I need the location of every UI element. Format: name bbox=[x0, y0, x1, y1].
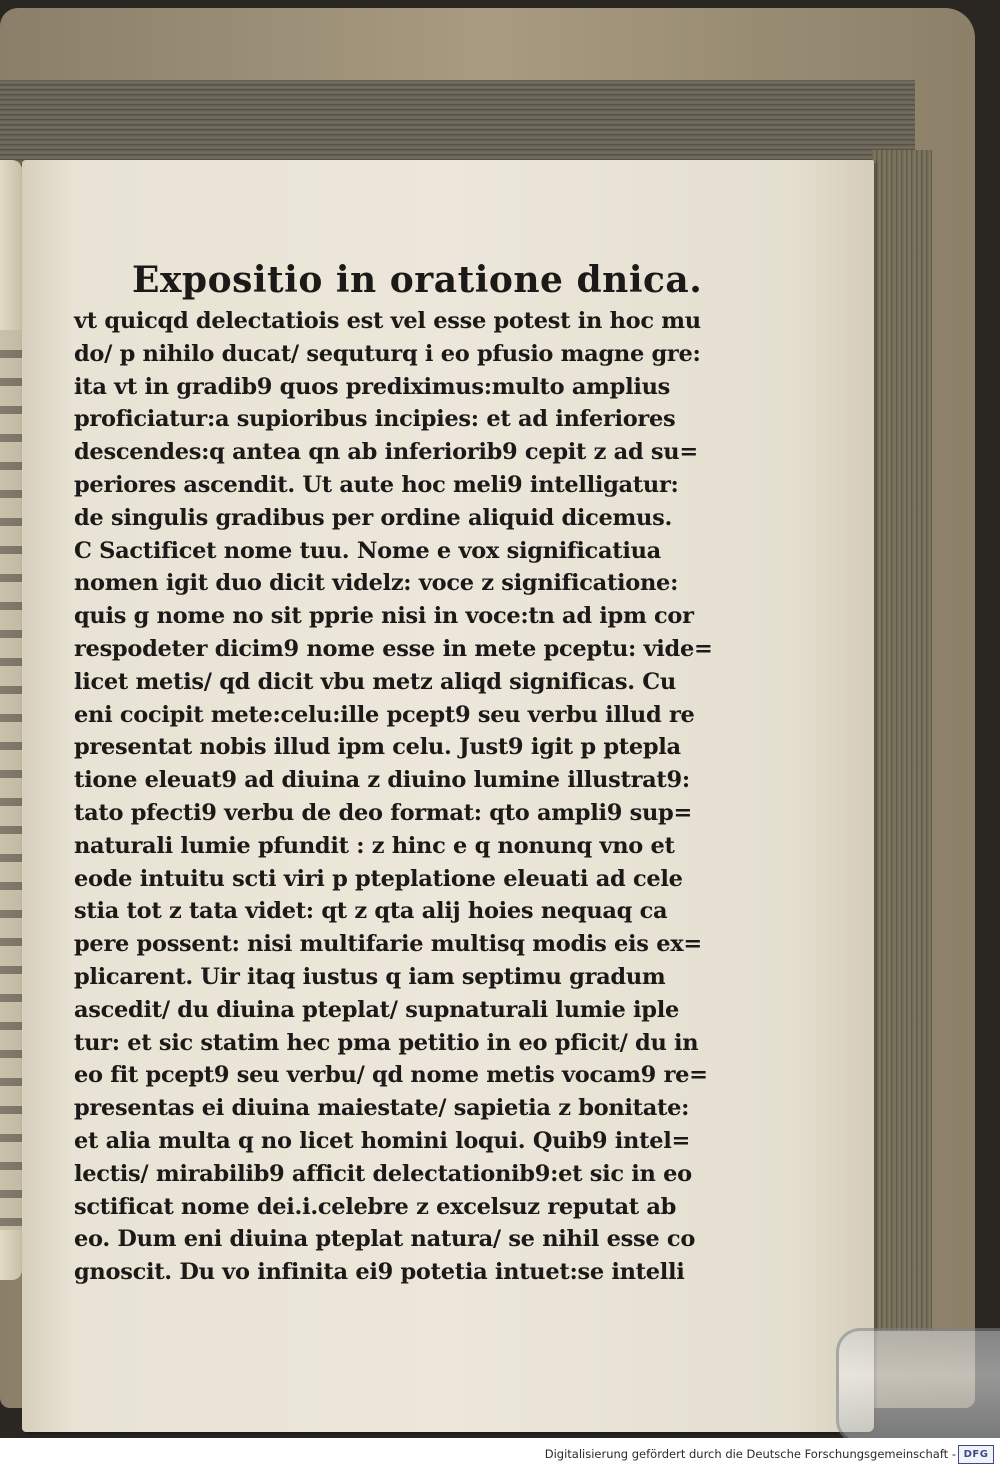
text-line: lectis/ mirabilib9 afficit delectationib9:et sic in eo bbox=[74, 1160, 692, 1187]
book-page bbox=[22, 160, 874, 1432]
text-line: C Sactificet nome tuu. Nome e vox significatiua bbox=[74, 537, 661, 564]
text-line: pere possent: nisi multifarie multisq modis eis ex= bbox=[74, 931, 702, 958]
text-line: eo fit pcept9 seu verbu/ qd nome metis vocam9 re= bbox=[74, 1062, 708, 1089]
text-line: eode intuitu scti viri p pteplatione eleuati ad cele bbox=[74, 865, 683, 892]
text-line: de singulis gradibus per ordine aliquid dicemus. bbox=[74, 504, 673, 531]
page-text-block bbox=[74, 255, 724, 1289]
dfg-logo-icon: DFG bbox=[958, 1445, 994, 1464]
text-line: gnoscit. Du vo infinita ei9 potetia intuet:se intelli bbox=[74, 1259, 685, 1286]
text-lines bbox=[74, 305, 724, 1289]
text-line: et alia multa q no licet homini loqui. Quib9 intel= bbox=[74, 1127, 691, 1154]
text-line: tato pfecti9 verbu de deo format: qto ampli9 sup= bbox=[74, 799, 693, 826]
text-line: stia tot z tata videt: qt z qta alij hoies nequaq ca bbox=[74, 898, 668, 925]
text-line: presentat nobis illud ipm celu. Just9 igit p pteplа bbox=[74, 734, 681, 761]
page-heading: Expositio in oratione dnica. bbox=[132, 259, 703, 301]
text-line: licet metis/ qd dicit vbu metz aliqd significas. Cu bbox=[74, 668, 676, 695]
page-edges-right bbox=[872, 150, 932, 1330]
text-line: tur: et sic statim hec pma petitio in eo pficit/ du in bbox=[74, 1029, 699, 1056]
text-line: quis g nome no sit pprie nisi in voce:tn ad ipm cor bbox=[74, 603, 694, 630]
text-line: sctificat nome dei.i.celebre z excelsuz reputat ab bbox=[74, 1193, 677, 1220]
text-line: ita vt in gradib9 quos prediximus:multo amplius bbox=[74, 373, 671, 400]
text-line: descendes:q antea qn ab inferiorib9 cepit z ad su= bbox=[74, 439, 698, 466]
text-line: tione eleuat9 ad diuina z diuino lumine illustrat9: bbox=[74, 767, 690, 794]
text-line: periores ascendit. Ut aute hoc meli9 intelligatur: bbox=[74, 471, 679, 498]
text-line: respodeter dicim9 nome esse in mete pceptu: vide= bbox=[74, 635, 713, 662]
text-line: naturali lumie pfundit : z hinc e q nonunq vno et bbox=[74, 832, 675, 859]
text-line: ascedit/ du diuina pteplat/ supnaturali lumie iple bbox=[74, 996, 679, 1023]
text-line: eni cocipit mete:celu:ille pcept9 seu verbu illud re bbox=[74, 701, 695, 728]
text-line: plicarent. Uir itaq iustus q iam septimu gradum bbox=[74, 963, 666, 990]
text-line: vt quicqd delectatiois est vel esse potest in hoc mu bbox=[74, 308, 701, 334]
funding-credit: Digitalisierung gefördert durch die Deutsche Forschungsgemeinschaft - bbox=[544, 1447, 956, 1461]
text-line: proficiatur:a supioribus incipies: et ad inferiores bbox=[74, 406, 676, 433]
facing-page-text bbox=[0, 330, 22, 1230]
text-line: nomen igit duo dicit videlz: voce z significatione: bbox=[74, 570, 679, 597]
page-clip bbox=[836, 1328, 1000, 1438]
text-line: eo. Dum eni diuina pteplat natura/ se nihil esse co bbox=[74, 1226, 696, 1253]
text-line: do/ p nihilo ducat/ sequturq i eo pfusio magne gre: bbox=[74, 340, 701, 367]
text-line: presentas ei diuina maiestate/ sapietia z bonitate: bbox=[74, 1095, 690, 1122]
footer-bar bbox=[0, 1438, 1000, 1471]
